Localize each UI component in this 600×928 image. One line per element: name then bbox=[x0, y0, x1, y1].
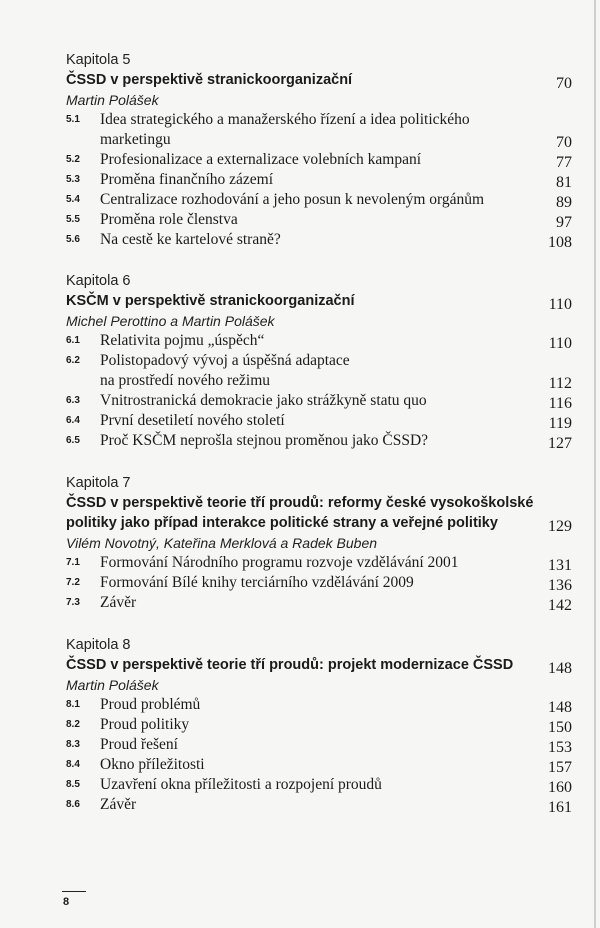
section-page-number: 153 bbox=[548, 739, 572, 756]
section-title bbox=[100, 553, 512, 573]
chapter-page-number: 70 bbox=[556, 75, 572, 92]
section-entry bbox=[66, 170, 572, 190]
chapter-title-line: politiky jako případ interakce politické strany a veřejné politiky bbox=[66, 515, 498, 531]
section-number: 6.4 bbox=[66, 415, 80, 426]
section-number: 5.2 bbox=[66, 154, 80, 165]
section-number: 8.4 bbox=[66, 759, 80, 770]
section-title-line: Okno příležitosti bbox=[100, 756, 205, 773]
section-number: 7.2 bbox=[66, 577, 80, 588]
footer-rule bbox=[62, 891, 86, 892]
section-title-line: na prostředí nového režimu bbox=[100, 372, 271, 389]
section-entry bbox=[66, 553, 572, 573]
section-title-line: Formování Bílé knihy terciárního vzdělávání 2009 bbox=[100, 574, 414, 591]
section-title-line: Na cestě ke kartelové straně? bbox=[100, 231, 281, 248]
section-page-number: 119 bbox=[548, 415, 572, 432]
chapter-page-number: 110 bbox=[548, 296, 572, 313]
section-title-line: Proč KSČM neprošla stejnou proměnou jako ČSSD? bbox=[100, 432, 429, 449]
chapter-author: Vilém Novotný, Kateřina Merklová a Radek Buben bbox=[66, 535, 378, 551]
section-title-line: Idea strategického a manažerského řízení a idea politického bbox=[100, 111, 470, 128]
chapter-title bbox=[66, 655, 572, 675]
section-title-line: Polistopadový vývoj a úspěšná adaptace bbox=[100, 352, 350, 369]
section-title bbox=[100, 755, 512, 775]
section-title-line: Proud problémů bbox=[100, 696, 201, 713]
chapter-title bbox=[66, 291, 572, 311]
section-title bbox=[100, 775, 512, 795]
page-edge bbox=[594, 0, 596, 928]
section-number: 5.5 bbox=[66, 214, 80, 225]
section-entry bbox=[66, 795, 572, 815]
section-title-line: Proměna finančního zázemí bbox=[100, 171, 274, 188]
section-entry bbox=[66, 755, 572, 775]
section-page-number: 70 bbox=[556, 134, 572, 151]
chapter-title bbox=[66, 70, 572, 90]
section-title-line: Vnitrostranická demokracie jako strážkyně statu quo bbox=[100, 392, 427, 409]
section-page-number: 148 bbox=[548, 699, 572, 716]
chapter-title-line: ČSSD v perspektivě stranickoorganizační bbox=[66, 72, 353, 88]
page-number: 8 bbox=[63, 896, 70, 908]
section-number: 8.1 bbox=[66, 699, 80, 710]
section-title bbox=[100, 230, 512, 250]
chapter-label: Kapitola 6 bbox=[66, 273, 131, 289]
section-page-number: 97 bbox=[556, 214, 572, 231]
section-title-line: Proměna role členstva bbox=[100, 211, 238, 228]
section-title bbox=[100, 695, 512, 715]
section-entry bbox=[66, 230, 572, 250]
section-entry bbox=[66, 110, 572, 150]
section-title-line: Formování Národního programu rozvoje vzdělávání 2001 bbox=[100, 554, 459, 571]
section-title bbox=[100, 593, 512, 613]
section-page-number: 131 bbox=[548, 557, 572, 574]
section-title bbox=[100, 431, 512, 451]
section-entry bbox=[66, 391, 572, 411]
section-title-line: Uzavření okna příležitosti a rozpojení proudů bbox=[100, 776, 382, 793]
section-page-number: 150 bbox=[548, 719, 572, 736]
section-page-number: 108 bbox=[548, 234, 572, 251]
section-entry bbox=[66, 210, 572, 230]
section-number: 5.1 bbox=[66, 114, 80, 125]
section-page-number: 142 bbox=[548, 597, 572, 614]
section-entry bbox=[66, 775, 572, 795]
chapter-page-number: 129 bbox=[548, 518, 572, 535]
section-page-number: 116 bbox=[548, 395, 572, 412]
section-title-line: Závěr bbox=[100, 796, 137, 813]
section-entry bbox=[66, 190, 572, 210]
section-entry bbox=[66, 735, 572, 755]
chapter-label: Kapitola 8 bbox=[66, 637, 131, 653]
chapter-page-number: 148 bbox=[548, 660, 572, 677]
section-title bbox=[100, 391, 512, 411]
section-entry bbox=[66, 411, 572, 431]
section-entry bbox=[66, 715, 572, 735]
chapter-title-line: ČSSD v perspektivě teorie tří proudů: projekt modernizace ČSSD bbox=[66, 657, 514, 673]
section-title bbox=[100, 110, 512, 150]
chapter-block bbox=[66, 271, 572, 451]
section-page-number: 110 bbox=[548, 335, 572, 352]
section-title bbox=[100, 795, 512, 815]
section-title bbox=[100, 170, 512, 190]
chapter-title-line: KSČM v perspektivě stranickoorganizační bbox=[66, 293, 355, 309]
chapter-label: Kapitola 7 bbox=[66, 475, 131, 491]
section-number: 5.6 bbox=[66, 234, 80, 245]
section-title-line: Závěr bbox=[100, 594, 137, 611]
chapter-author: Martin Polášek bbox=[66, 92, 159, 108]
section-number: 7.1 bbox=[66, 557, 80, 568]
section-title-line: marketingu bbox=[100, 131, 171, 148]
section-entry bbox=[66, 150, 572, 170]
section-number: 5.4 bbox=[66, 194, 80, 205]
section-number: 8.3 bbox=[66, 739, 80, 750]
section-number: 6.5 bbox=[66, 435, 80, 446]
chapter-block bbox=[66, 50, 572, 250]
chapter-author: Michel Perottino a Martin Polášek bbox=[66, 313, 275, 329]
section-title bbox=[100, 150, 512, 170]
section-entry bbox=[66, 573, 572, 593]
section-number: 6.1 bbox=[66, 335, 80, 346]
section-title-line: Profesionalizace a externalizace volebních kampaní bbox=[100, 151, 422, 168]
section-title bbox=[100, 573, 512, 593]
chapter-block bbox=[66, 473, 572, 613]
section-title-line: Centralizace rozhodování a jeho posun k nevoleným orgánům bbox=[100, 191, 485, 208]
chapter-block bbox=[66, 635, 572, 815]
section-entry bbox=[66, 431, 572, 451]
section-number: 8.2 bbox=[66, 719, 80, 730]
section-title bbox=[100, 735, 512, 755]
section-number: 6.3 bbox=[66, 395, 80, 406]
section-page-number: 127 bbox=[548, 435, 572, 452]
section-title bbox=[100, 210, 512, 230]
section-page-number: 157 bbox=[548, 759, 572, 776]
section-page-number: 161 bbox=[548, 799, 572, 816]
section-page-number: 136 bbox=[548, 577, 572, 594]
section-entry bbox=[66, 351, 572, 391]
section-page-number: 112 bbox=[548, 375, 572, 392]
section-number: 8.5 bbox=[66, 779, 80, 790]
chapter-label: Kapitola 5 bbox=[66, 52, 131, 68]
section-entry bbox=[66, 695, 572, 715]
chapter-title-line: ČSSD v perspektivě teorie tří proudů: reformy české vysokoškolské bbox=[66, 495, 534, 511]
section-entry bbox=[66, 331, 572, 351]
section-title-line: Proud řešení bbox=[100, 736, 178, 753]
section-number: 7.3 bbox=[66, 597, 80, 608]
section-number: 6.2 bbox=[66, 355, 80, 366]
section-title bbox=[100, 351, 512, 391]
section-entry bbox=[66, 593, 572, 613]
section-title-line: Relativita pojmu „úspěch“ bbox=[100, 332, 265, 349]
section-page-number: 89 bbox=[556, 194, 572, 211]
section-title-line: První desetiletí nového století bbox=[100, 412, 285, 429]
section-title bbox=[100, 411, 512, 431]
section-title bbox=[100, 190, 512, 210]
chapter-title bbox=[66, 493, 572, 533]
chapter-author: Martin Polášek bbox=[66, 677, 159, 693]
section-title bbox=[100, 331, 512, 351]
section-page-number: 160 bbox=[548, 779, 572, 796]
section-page-number: 77 bbox=[556, 154, 572, 171]
section-number: 8.6 bbox=[66, 799, 80, 810]
section-page-number: 81 bbox=[556, 174, 572, 191]
section-title bbox=[100, 715, 512, 735]
section-number: 5.3 bbox=[66, 174, 80, 185]
section-title-line: Proud politiky bbox=[100, 716, 190, 733]
